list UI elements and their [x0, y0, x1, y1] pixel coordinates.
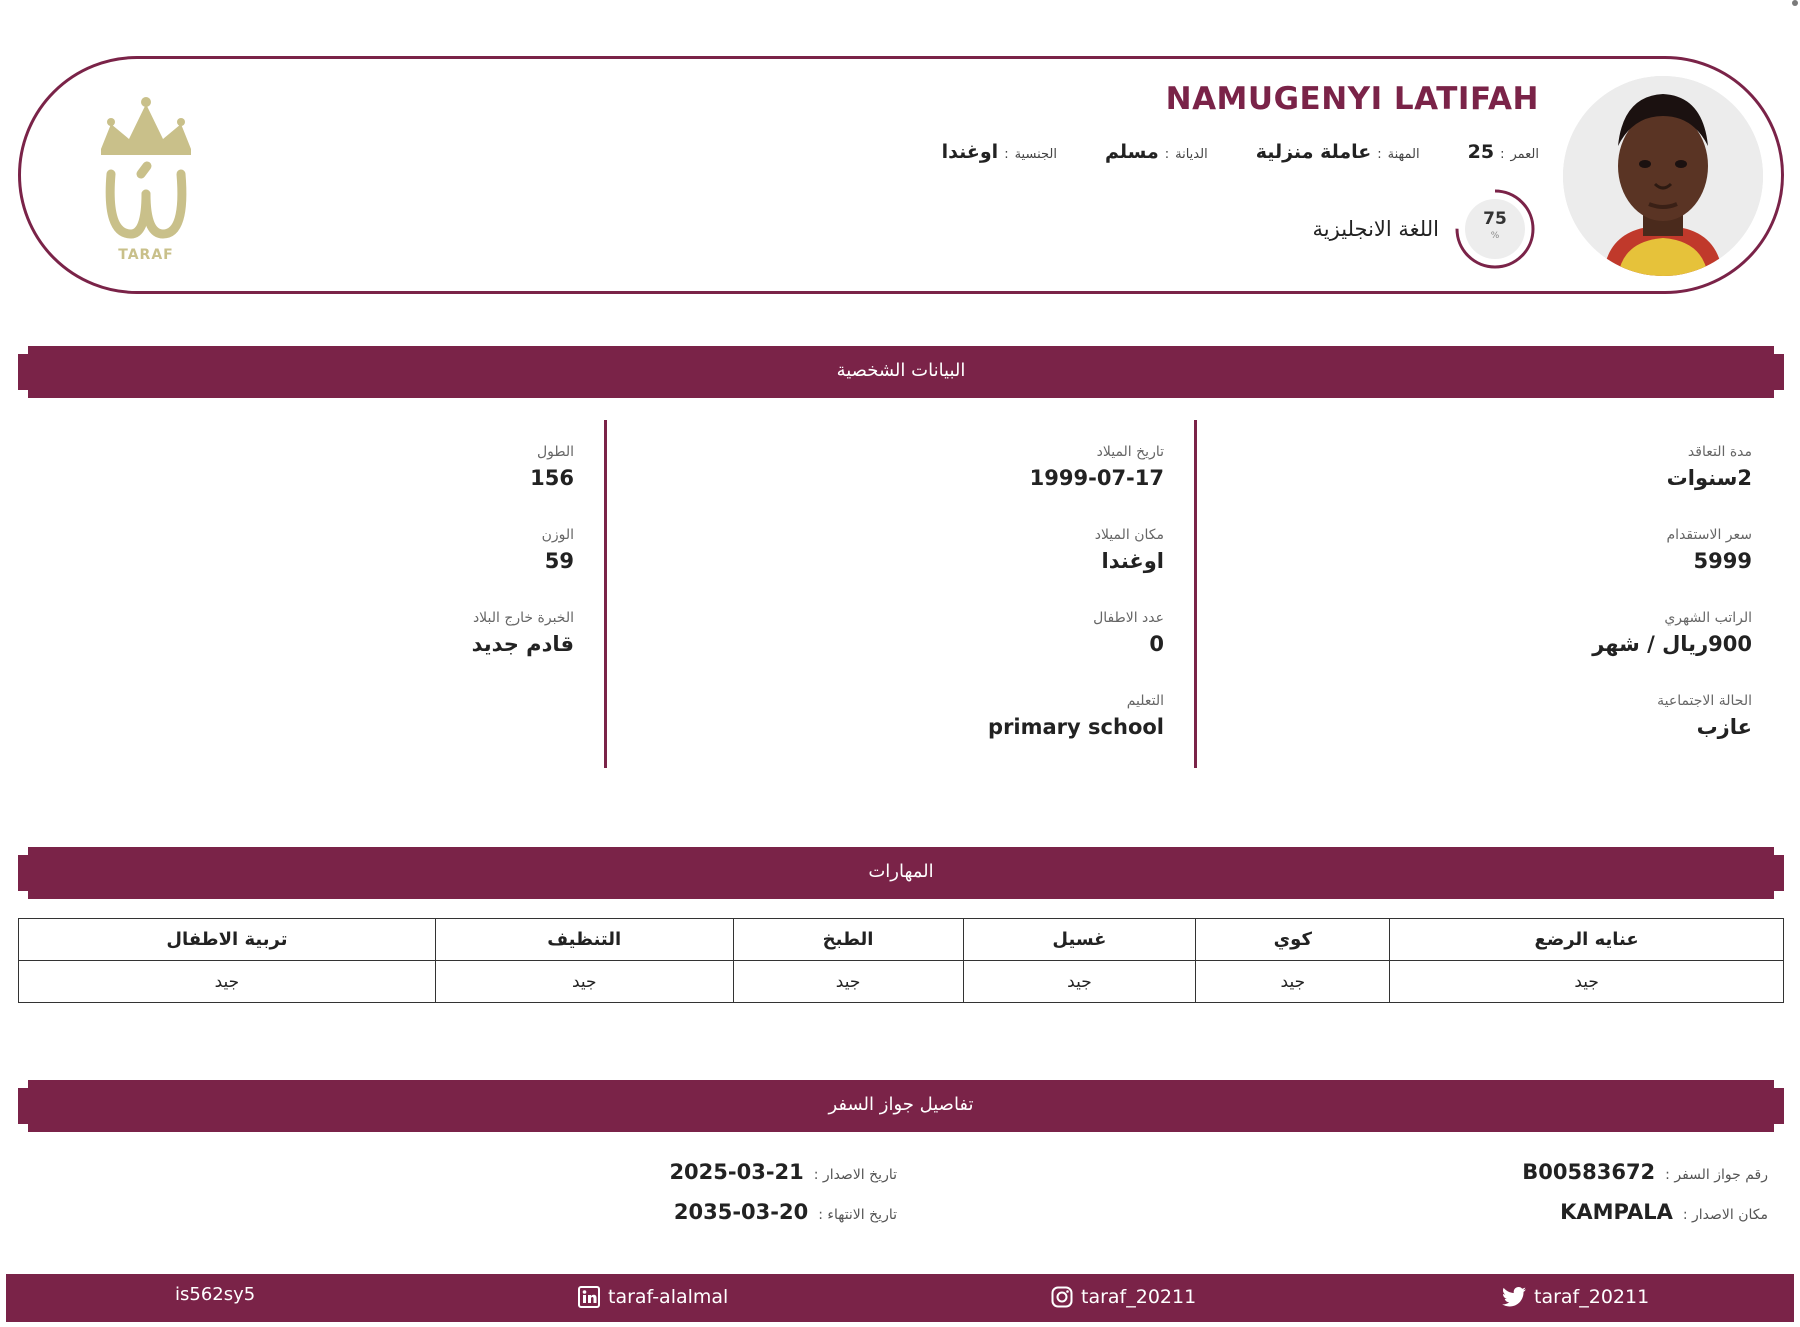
reference-code-value: is562sy5 [175, 1284, 256, 1305]
field-label: الراتب الشهري [1664, 610, 1752, 626]
field-value: 0 [1149, 632, 1164, 656]
monthly-salary-field [1212, 586, 1752, 669]
passport-number-value: B00583672 [1522, 1160, 1656, 1184]
field-label: الوزن [541, 527, 574, 543]
skills-header-row [19, 919, 1784, 961]
skill-level: جيد [19, 961, 436, 1003]
birth-place-field [624, 503, 1164, 586]
passport-number-label: رقم جواز السفر : [1665, 1167, 1768, 1183]
section-title-passport: تفاصيل جواز السفر [828, 1094, 974, 1115]
field-value: 1999-07-17 [1029, 466, 1164, 490]
issue-date-label: تاريخ الاصدار : [813, 1167, 897, 1183]
field-value: 900ريال / شهر [1592, 632, 1752, 656]
separator: : [1004, 147, 1009, 162]
personal-column-1 [1212, 420, 1752, 768]
field-value: primary school [988, 715, 1164, 739]
height-field [54, 420, 574, 503]
separator: : [1164, 147, 1170, 162]
footer-bar [6, 1274, 1794, 1322]
field-label: سعر الاستقدام [1666, 527, 1752, 543]
instagram-link[interactable] [1051, 1286, 1196, 1308]
worker-photo [1563, 76, 1763, 276]
age-value: 25 [1467, 141, 1495, 163]
experience-abroad-field [54, 586, 574, 669]
expiry-date-value: 2035-03-20 [673, 1200, 809, 1224]
field-value: 5999 [1693, 549, 1752, 573]
linkedin-icon [578, 1286, 600, 1308]
field-value: 59 [544, 549, 574, 573]
linkedin-handle: taraf-alalmal [608, 1286, 729, 1308]
age-label: العمر [1510, 147, 1539, 162]
linkedin-link[interactable] [578, 1286, 728, 1308]
skill-header: الطبخ [733, 919, 963, 961]
children-count-field [624, 586, 1164, 669]
skills-table [18, 918, 1784, 1003]
issue-date-item [669, 1160, 897, 1184]
logo-text: TARAF [118, 247, 174, 263]
skill-level: جيد [435, 961, 733, 1003]
personal-column-2 [624, 420, 1164, 768]
language-name: اللغة الانجليزية [1312, 217, 1439, 241]
field-label: الطول [536, 444, 574, 460]
skill-level: جيد [1196, 961, 1390, 1003]
worker-name: NAMUGENYI LATIFAH [1165, 81, 1539, 117]
field-label: تاريخ الميلاد [1096, 444, 1164, 460]
weight-field [54, 503, 574, 586]
nationality-item [942, 141, 1057, 163]
nationality-label: الجنسية [1014, 147, 1057, 162]
field-value: 2سنوات [1666, 466, 1752, 490]
passport-number-item [1522, 1160, 1768, 1184]
expiry-date-item [674, 1200, 897, 1224]
section-bar-personal [18, 346, 1784, 398]
profession-item [1256, 141, 1420, 163]
skill-level: جيد [963, 961, 1196, 1003]
field-value: اوغندا [1101, 549, 1164, 573]
age-item [1468, 141, 1539, 163]
language-progress-ring [1453, 187, 1537, 271]
separator: : [1377, 147, 1382, 162]
language-percent-unit: % [1490, 231, 1500, 241]
skills-level-row [19, 961, 1784, 1003]
skill-level: جيد [1390, 961, 1784, 1003]
expiry-date-label: تاريخ الانتهاء : [818, 1207, 897, 1223]
personal-column-3 [54, 420, 574, 768]
section-title-skills: المهارات [868, 861, 934, 882]
religion-item [1105, 141, 1208, 163]
field-label: مدة التعاقد [1687, 444, 1752, 460]
reference-code [175, 1284, 255, 1305]
instagram-icon [1051, 1286, 1073, 1308]
language-percent: 75 [1483, 209, 1507, 229]
skill-header: كوي [1196, 919, 1390, 961]
field-label: الحالة الاجتماعية [1657, 693, 1752, 709]
education-field [624, 669, 1164, 752]
issue-date-value: 2025-03-21 [669, 1160, 804, 1184]
field-label: التعليم [1126, 693, 1164, 709]
field-label: مكان الميلاد [1094, 527, 1164, 543]
field-label: الخبرة خارج البلاد [472, 610, 574, 626]
issue-place-item [1560, 1200, 1768, 1224]
profession-value: عاملة منزلية [1255, 141, 1372, 163]
language-skill [1313, 187, 1537, 271]
birth-date-field [624, 420, 1164, 503]
skill-header: التنظيف [435, 919, 733, 961]
section-bar-passport [18, 1080, 1784, 1132]
field-value: 156 [530, 466, 574, 490]
recruitment-price-field [1212, 503, 1752, 586]
marital-status-field [1212, 669, 1752, 752]
skill-header: غسيل [963, 919, 1196, 961]
skill-header: تربية الاطفال [19, 919, 436, 961]
issue-place-value: KAMPALA [1560, 1200, 1673, 1224]
instagram-handle: taraf_20211 [1081, 1286, 1197, 1308]
section-bar-skills [18, 847, 1784, 899]
separator: : [1500, 147, 1505, 162]
issue-place-label: مكان الاصدار : [1682, 1207, 1768, 1223]
personal-data-panel [18, 420, 1784, 768]
basic-info-row [942, 141, 1539, 163]
profession-label: المهنة [1387, 147, 1420, 162]
skill-header: عنايه الرضع [1390, 919, 1784, 961]
column-divider [604, 420, 607, 768]
twitter-handle: taraf_20211 [1534, 1286, 1650, 1308]
contract-duration-field [1212, 420, 1752, 503]
section-title-personal: البيانات الشخصية [836, 360, 966, 381]
corner-dot [1792, 0, 1798, 6]
field-value: عازب [1696, 715, 1752, 739]
twitter-link[interactable] [1502, 1286, 1649, 1308]
profile-header-card [18, 56, 1784, 294]
field-label: عدد الاطفال [1093, 610, 1164, 626]
religion-label: الديانة [1175, 147, 1208, 162]
taraf-logo [81, 94, 211, 264]
passport-details [0, 1150, 1800, 1250]
religion-value: مسلم [1104, 141, 1159, 163]
nationality-value: اوغندا [941, 141, 999, 163]
field-value: قادم جديد [471, 632, 574, 656]
twitter-icon [1502, 1287, 1526, 1307]
column-divider [1194, 420, 1197, 768]
skill-level: جيد [733, 961, 963, 1003]
